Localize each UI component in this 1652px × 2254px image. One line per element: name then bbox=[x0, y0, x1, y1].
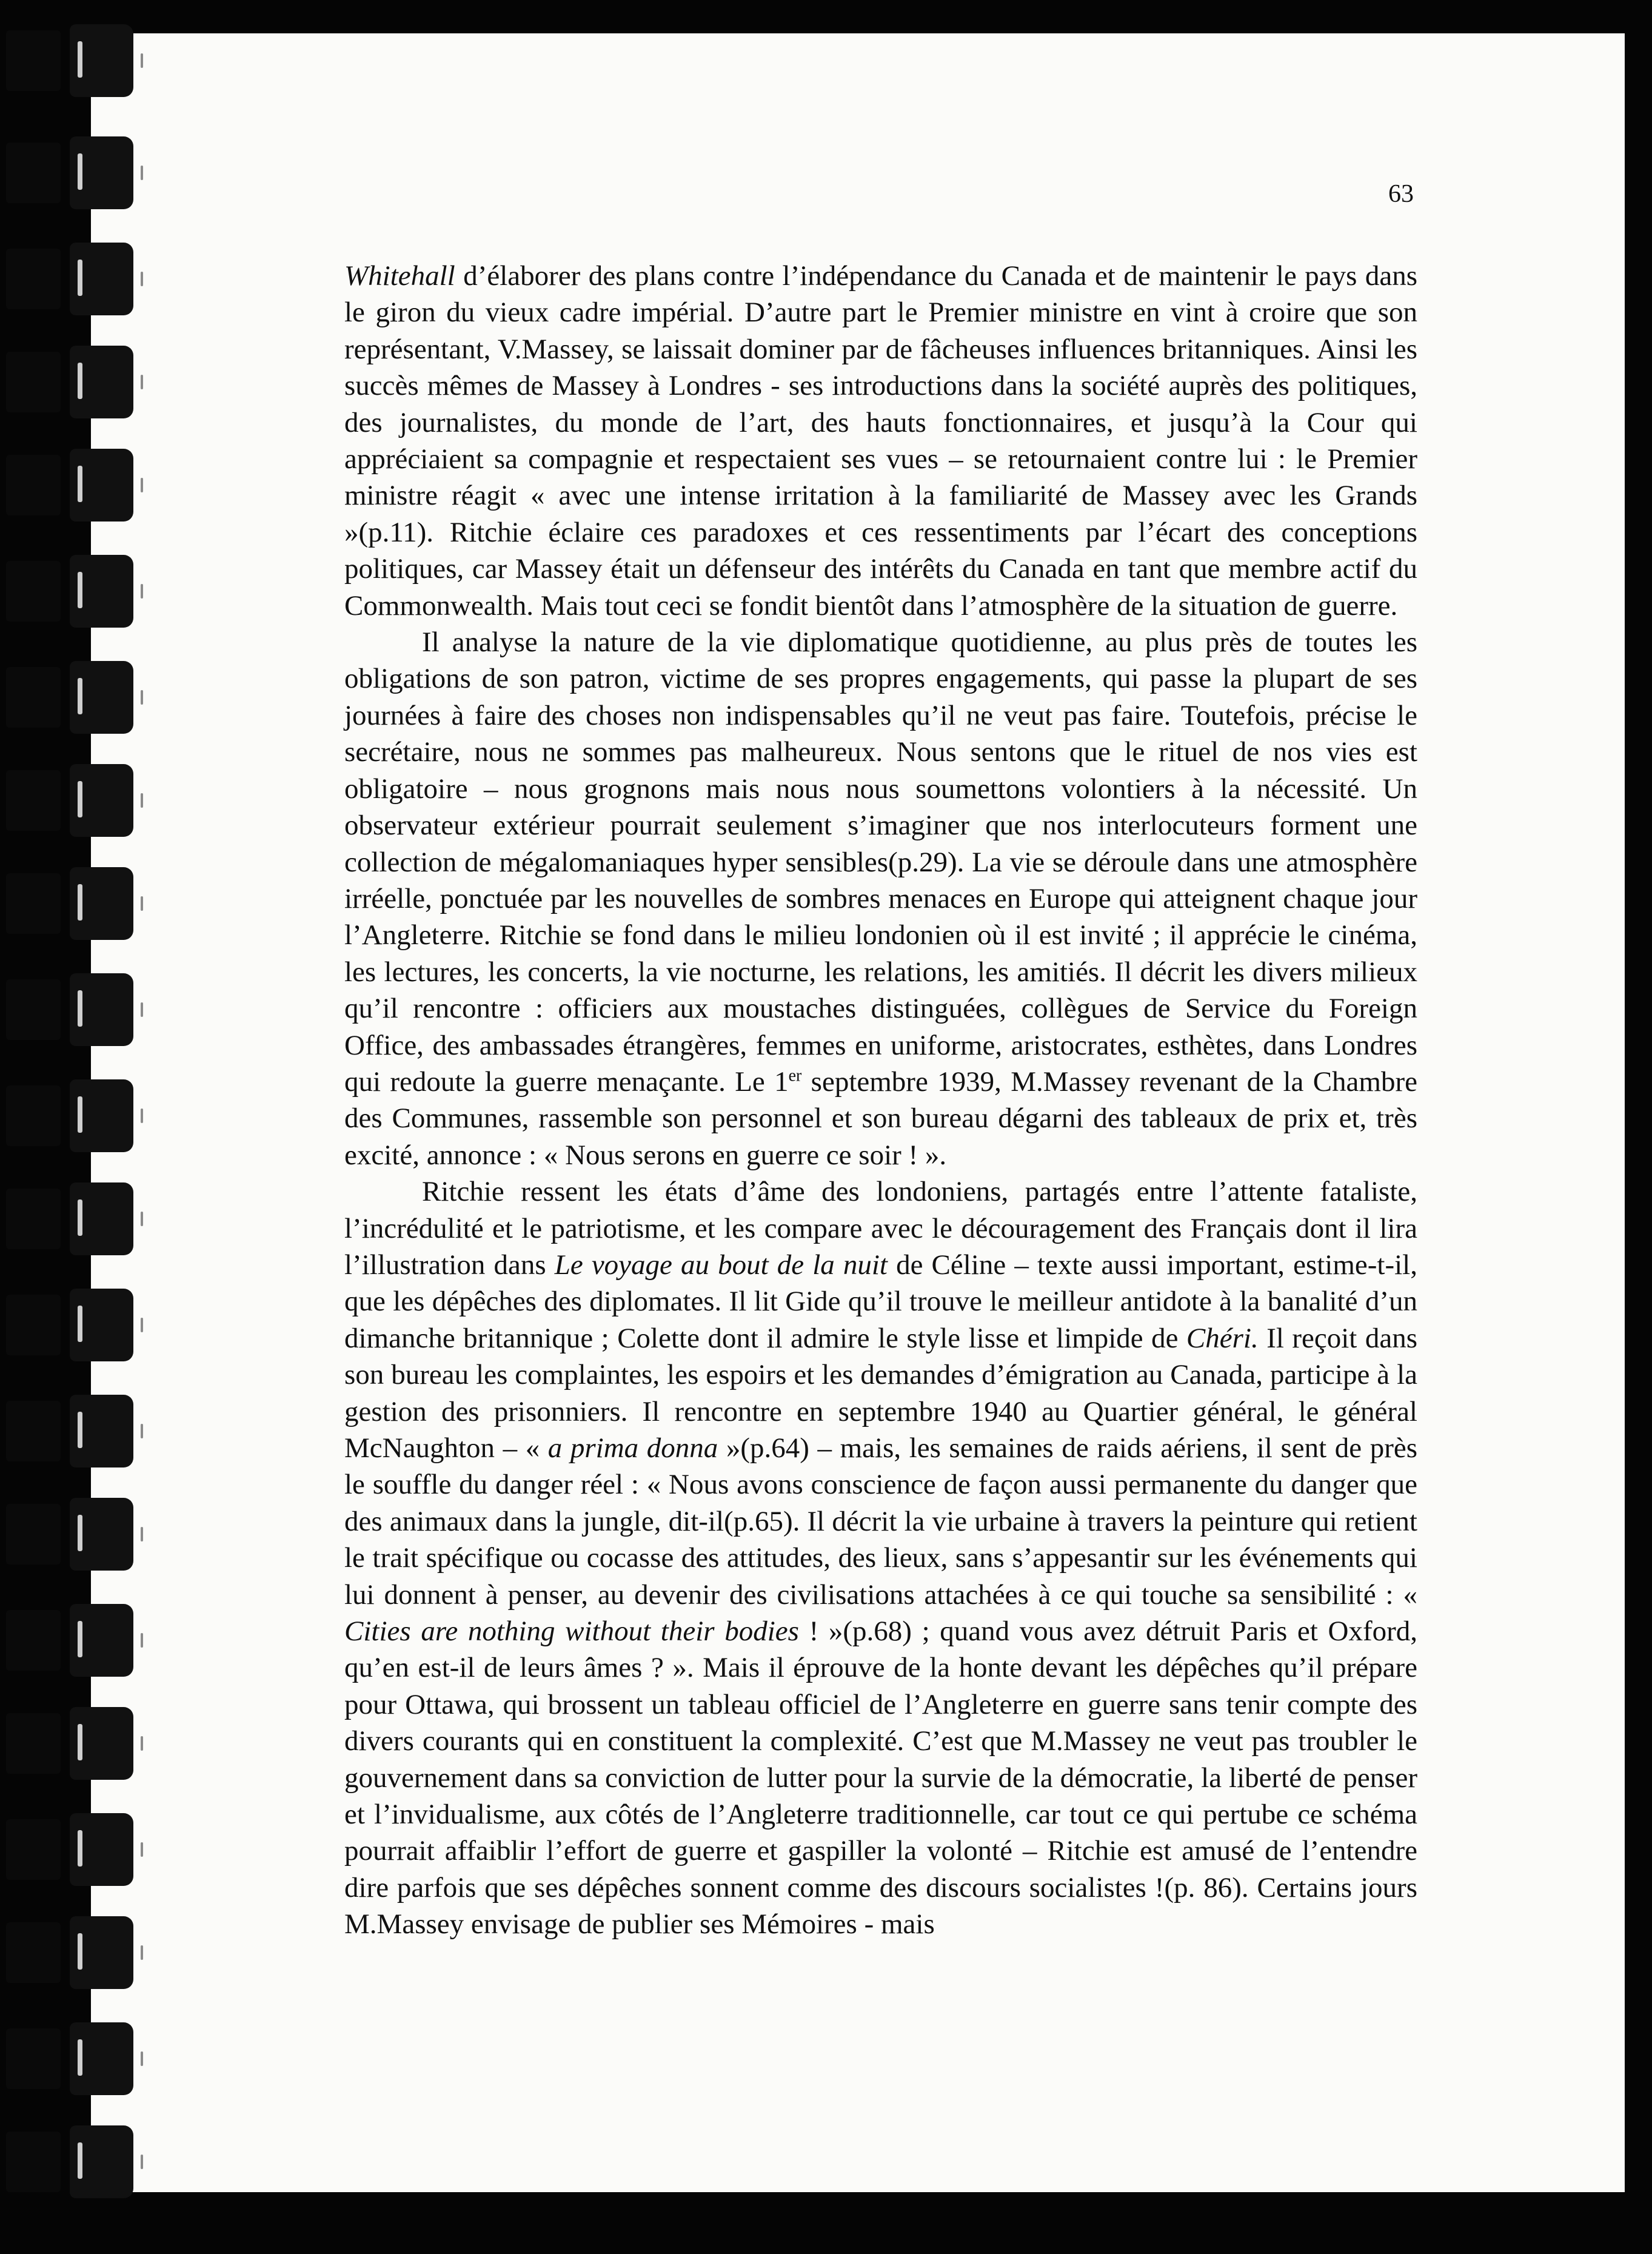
binding-ring bbox=[6, 2022, 145, 2095]
text-run: »(p.64) – mais, les semaines de raids aériens, il sent de près le souffle du danger réel : « Nous avons conscience de façon aussi permanente du danger que des animaux dans la jungle, dit-il(p.65). Il décrit la vie urbaine à travers la peinture qui retient le trait spécifique ou cocasse des attitudes, des lieux, sans s’appesantir sur les événements qui lui donnent à penser, au devenir des civilisations attachées à ce qui touche sa sensibilité : « bbox=[344, 1432, 1417, 1611]
binding-ring bbox=[6, 867, 145, 940]
binding-ring bbox=[6, 1604, 145, 1677]
page-number: 63 bbox=[1388, 180, 1414, 208]
text-run: de Céline – texte aussi important, estime-t-il, que les dépêches des diplomates. Il lit Gide qu’il trouve le meilleur antidote à la banalité d’un dimanche britannique ; Colette dont il admire le style lisse et limpide de bbox=[344, 1249, 1417, 1354]
binding-ring bbox=[6, 1079, 145, 1152]
binding-ring bbox=[6, 555, 145, 628]
italic-text: a prima donna bbox=[547, 1432, 718, 1464]
binding-ring bbox=[6, 1395, 145, 1467]
body-text bbox=[344, 258, 1417, 1943]
binding-ring bbox=[6, 764, 145, 837]
binding-ring bbox=[6, 1289, 145, 1361]
paragraph bbox=[344, 624, 1417, 1173]
italic-text: Le voyage au bout de la nuit bbox=[554, 1249, 888, 1281]
paragraph bbox=[344, 258, 1417, 624]
binding-ring bbox=[6, 1182, 145, 1255]
binding-ring bbox=[6, 243, 145, 315]
superscript-text: er bbox=[788, 1066, 802, 1085]
italic-text: Chéri. bbox=[1186, 1322, 1259, 1354]
binding-ring bbox=[6, 346, 145, 418]
italic-text: Whitehall bbox=[344, 260, 455, 292]
italic-text: Cities are nothing without their bodies bbox=[344, 1615, 799, 1648]
binding-ring bbox=[6, 1916, 145, 1989]
text-run: Il analyse la nature de la vie diplomatique quotidienne, au plus près de toutes les obligations de son patron, victime de ses propres engagements, qui passe la plupart de ses journées à faire des choses non indispensables qu’il ne veut pas faire. Toutefois, précise le secrétaire, nous ne sommes pas malheureux. Nous sentons que le rituel de nos vies est obligatoire – nous grognons mais nous nous soumettons volontiers à la nécessité. Un observateur extérieur pourrait seulement s’imaginer que nos interlocuteurs forment une collection de mégalomaniaques hyper sensibles(p.29). La vie se déroule dans une atmosphère irréelle, ponctuée par les nouvelles de sombres menaces en Europe qui atteignent chaque jour l’Angleterre. Ritchie se fond dans le milieu londonien où il est invité ; il apprécie le cinéma, les lectures, les concerts, la vie nocturne, les relations, les amitiés. Il décrit les divers milieux qu’il rencontre : officiers aux moustaches distinguées, collègues de Service du Foreign Office, des ambassades étrangères, femmes en uniforme, aristocrates, esthètes, dans Londres qui redoute la guerre menaçante. Le 1 bbox=[344, 626, 1417, 1098]
text-run: d’élaborer des plans contre l’indépendance du Canada et de maintenir le pays dans le giron du vieux cadre impérial. D’autre part le Premier ministre en vint à croire que son représentant, V.Massey, se laissait dominer par de fâcheuses influences britanniques. Ainsi les succès mêmes de Massey à Londres - ses introductions dans la société auprès des politiques, des journalistes, du monde de l’art, des hauts fonctionnaires, et jusqu’à la Cour qui appréciaient sa compagnie et respectaient ses vues – se retournaient contre lui : le Premier ministre réagit « avec une intense irritation à la familiarité de Massey avec les Grands »(p.11). Ritchie éclaire ces paradoxes et ces ressentiments par l’écart des conceptions politiques, car Massey était un défenseur des intérêts du Canada en tant que membre actif du Commonwealth. Mais tout ceci se fondit bientôt dans l’atmosphère de la situation de guerre. bbox=[344, 260, 1417, 622]
binding-ring bbox=[6, 1813, 145, 1886]
spiral-binding bbox=[0, 0, 152, 2254]
text-run: Il reçoit dans son bureau les complaintes, les espoirs et les demandes d’émigration au Canada, participe à la gestion des prisonniers. Il rencontre en septembre 1940 au Quartier général, le général McNaughton – « bbox=[344, 1322, 1417, 1464]
text-run: septembre 1939, M.Massey revenant de la Chambre des Communes, rassemble son personnel et son bureau dégarni des tableaux de prix et, très excité, annonce : « Nous serons en guerre ce soir ! ». bbox=[344, 1065, 1417, 1171]
text-run: Ritchie ressent les états d’âme des londoniens, partagés entre l’attente fataliste, l’incrédulité et le patriotisme, et les compare avec le découragement des Français dont il lira l’illustration dans bbox=[344, 1176, 1417, 1281]
binding-ring bbox=[6, 1707, 145, 1780]
binding-ring bbox=[6, 449, 145, 522]
binding-ring bbox=[6, 661, 145, 734]
binding-ring bbox=[6, 136, 145, 209]
text-run: ! »(p.68) ; quand vous avez détruit Paris et Oxford, qu’en est-il de leurs âmes ? ». Mais il éprouve de la honte devant les dépêches qu’il prépare pour Ottawa, qui brossent un tableau officiel de l’Angleterre en guerre sans tenir compte des divers courants qui en constituent la complexité. C’est que M.Massey ne veut pas troubler le gouvernement dans sa conviction de lutter pour la survie de la démocratie, la liberté de penser et l’invidualisme, aux côtés de l’Angleterre traditionnelle, car tout ce qui pertube ce schéma pourrait affaiblir l’effort de guerre et gaspiller la volonté – Ritchie est amusé de l’entendre dire parfois que ses dépêches sonnent comme des discours socialistes !(p. 86). Certains jours M.Massey envisage de publier ses Mémoires - mais bbox=[344, 1615, 1417, 1940]
binding-ring bbox=[6, 24, 145, 97]
binding-ring bbox=[6, 1498, 145, 1571]
binding-ring bbox=[6, 973, 145, 1046]
paragraph bbox=[344, 1173, 1417, 1943]
binding-ring bbox=[6, 2125, 145, 2198]
